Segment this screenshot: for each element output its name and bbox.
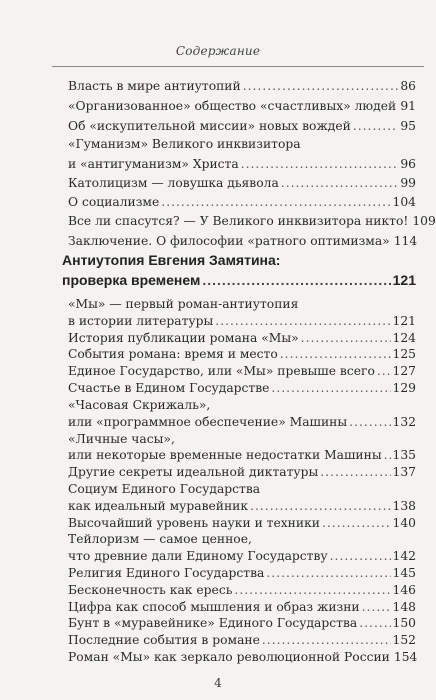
toc-entry-title: Все ли спасутся? — У Великого инквизитора никто! <box>68 214 409 228</box>
toc-entry-line1: Социум Единого Государства <box>68 481 261 496</box>
leader-dots <box>202 270 390 290</box>
page-number: 4 <box>214 676 222 690</box>
header-rule <box>52 66 424 67</box>
toc-entry-page: 132 <box>392 414 416 429</box>
toc-entry-title: Единое Государство, или «Мы» превыше всего <box>68 364 375 379</box>
section-heading-title: проверка временем <box>62 272 201 288</box>
toc-entry-line1: «Часовая Скрижаль», <box>68 397 211 412</box>
toc-entry-line1: «Личные часы», <box>68 431 175 446</box>
toc-entry <box>68 96 416 116</box>
toc-entry-title: История публикации романа «Мы» <box>68 330 299 345</box>
leader-dots <box>161 192 390 212</box>
toc-entry-page: 124 <box>392 330 416 345</box>
toc-entry-title: Высочайший уровень науки и техники <box>68 515 320 530</box>
toc-entry-page: 121 <box>392 313 416 328</box>
toc-entry <box>68 116 416 136</box>
toc-entry-page: 142 <box>392 549 416 564</box>
leader-dots <box>281 173 399 193</box>
toc-entry-page: 104 <box>392 195 416 209</box>
toc-entry <box>68 76 416 96</box>
toc-entry-title: или «программное обеспечение» Машины <box>68 414 348 429</box>
toc-entry-page: 99 <box>400 176 416 190</box>
toc-entry-page: 109 <box>412 214 436 228</box>
toc-entry <box>68 154 416 174</box>
toc-entry-page: 127 <box>392 364 416 379</box>
leader-dots <box>241 154 399 174</box>
toc-entry-page: 129 <box>392 381 416 395</box>
toc-entry-page: 146 <box>392 582 416 597</box>
toc-entry-page: 135 <box>392 448 416 463</box>
toc-entry-title: Счастье в Едином Государстве <box>68 381 270 395</box>
toc-entry-line1: «Мы» — первый роман-антиутопия <box>68 297 299 311</box>
toc-entry-page: 114 <box>393 234 418 248</box>
toc-entry-title: Заключение. О философии «ратного оптимизма» <box>68 234 390 248</box>
toc-entry-title: в истории литературы <box>68 313 214 328</box>
toc-entry-page: 140 <box>392 515 416 530</box>
toc-entry-title: Об «искупительной миссии» новых вождей <box>68 119 351 133</box>
toc-entry <box>68 173 416 193</box>
toc-entry-title: О социализме <box>68 195 160 209</box>
toc-entry-page: 145 <box>392 566 416 580</box>
toc-entry-title: «Организованное» общество «счастливых» людей <box>68 99 397 113</box>
toc-entry-page: 125 <box>392 347 416 362</box>
section-heading-line1: Антиутопия Евгения Замятина: <box>62 252 281 268</box>
leader-dots <box>243 76 399 96</box>
toc-entry-title: Другие секреты идеальной диктатуры <box>68 465 319 480</box>
toc-entry-title: Религия Единого Государства <box>68 566 265 580</box>
toc-entry-title: Бесконечность как ересь <box>68 582 233 597</box>
toc-entry-title: Последние события в романе <box>68 633 260 648</box>
toc-entry <box>68 211 436 231</box>
toc-entry <box>68 647 416 667</box>
toc-entry-title: Власть в мире антиутопий <box>68 79 241 93</box>
toc-entry-page: 96 <box>400 157 416 171</box>
section-heading-page: 121 <box>392 272 416 288</box>
toc-entry-page: 152 <box>392 633 416 648</box>
toc-entry-title: Роман «Мы» как зеркало революционной России <box>68 650 390 664</box>
toc-entry-page: 91 <box>400 99 416 113</box>
running-head: Содержание <box>175 44 261 58</box>
toc-entry-title: что древние дали Единому Государству <box>68 549 328 564</box>
toc-entry-page: 86 <box>400 79 416 93</box>
toc-entry-page: 154 <box>393 650 418 664</box>
section-heading <box>62 270 416 290</box>
toc-entry <box>68 192 416 212</box>
leader-dots <box>353 116 399 136</box>
toc-entry-title: Цифра как способ мышления и образ жизни <box>68 599 360 614</box>
toc-entry-title: или некоторые временные недостатки Машины <box>68 448 382 463</box>
toc-entry <box>68 231 416 251</box>
toc-entry-title: Бунт в «муравейнике» Единого Государства <box>68 616 358 631</box>
toc-entry-page: 95 <box>400 119 416 133</box>
toc-entry-page: 138 <box>392 498 416 513</box>
toc-entry-line1: Тейлоризм — самое ценное, <box>68 532 252 547</box>
toc-entry-line1: «Гуманизм» Великого инквизитора <box>68 137 301 151</box>
toc-entry-title: и «антигуманизм» Христа <box>68 157 239 171</box>
toc-entry-title: Католицизм — ловушка дьявола <box>68 176 279 190</box>
toc-entry-title: События романа: время и место <box>68 347 278 362</box>
toc-entry-page: 150 <box>392 616 416 631</box>
toc-entry-page: 137 <box>392 465 416 480</box>
toc-entry-page: 148 <box>392 599 416 614</box>
toc-entry-title: как идеальный муравейник <box>68 498 249 513</box>
